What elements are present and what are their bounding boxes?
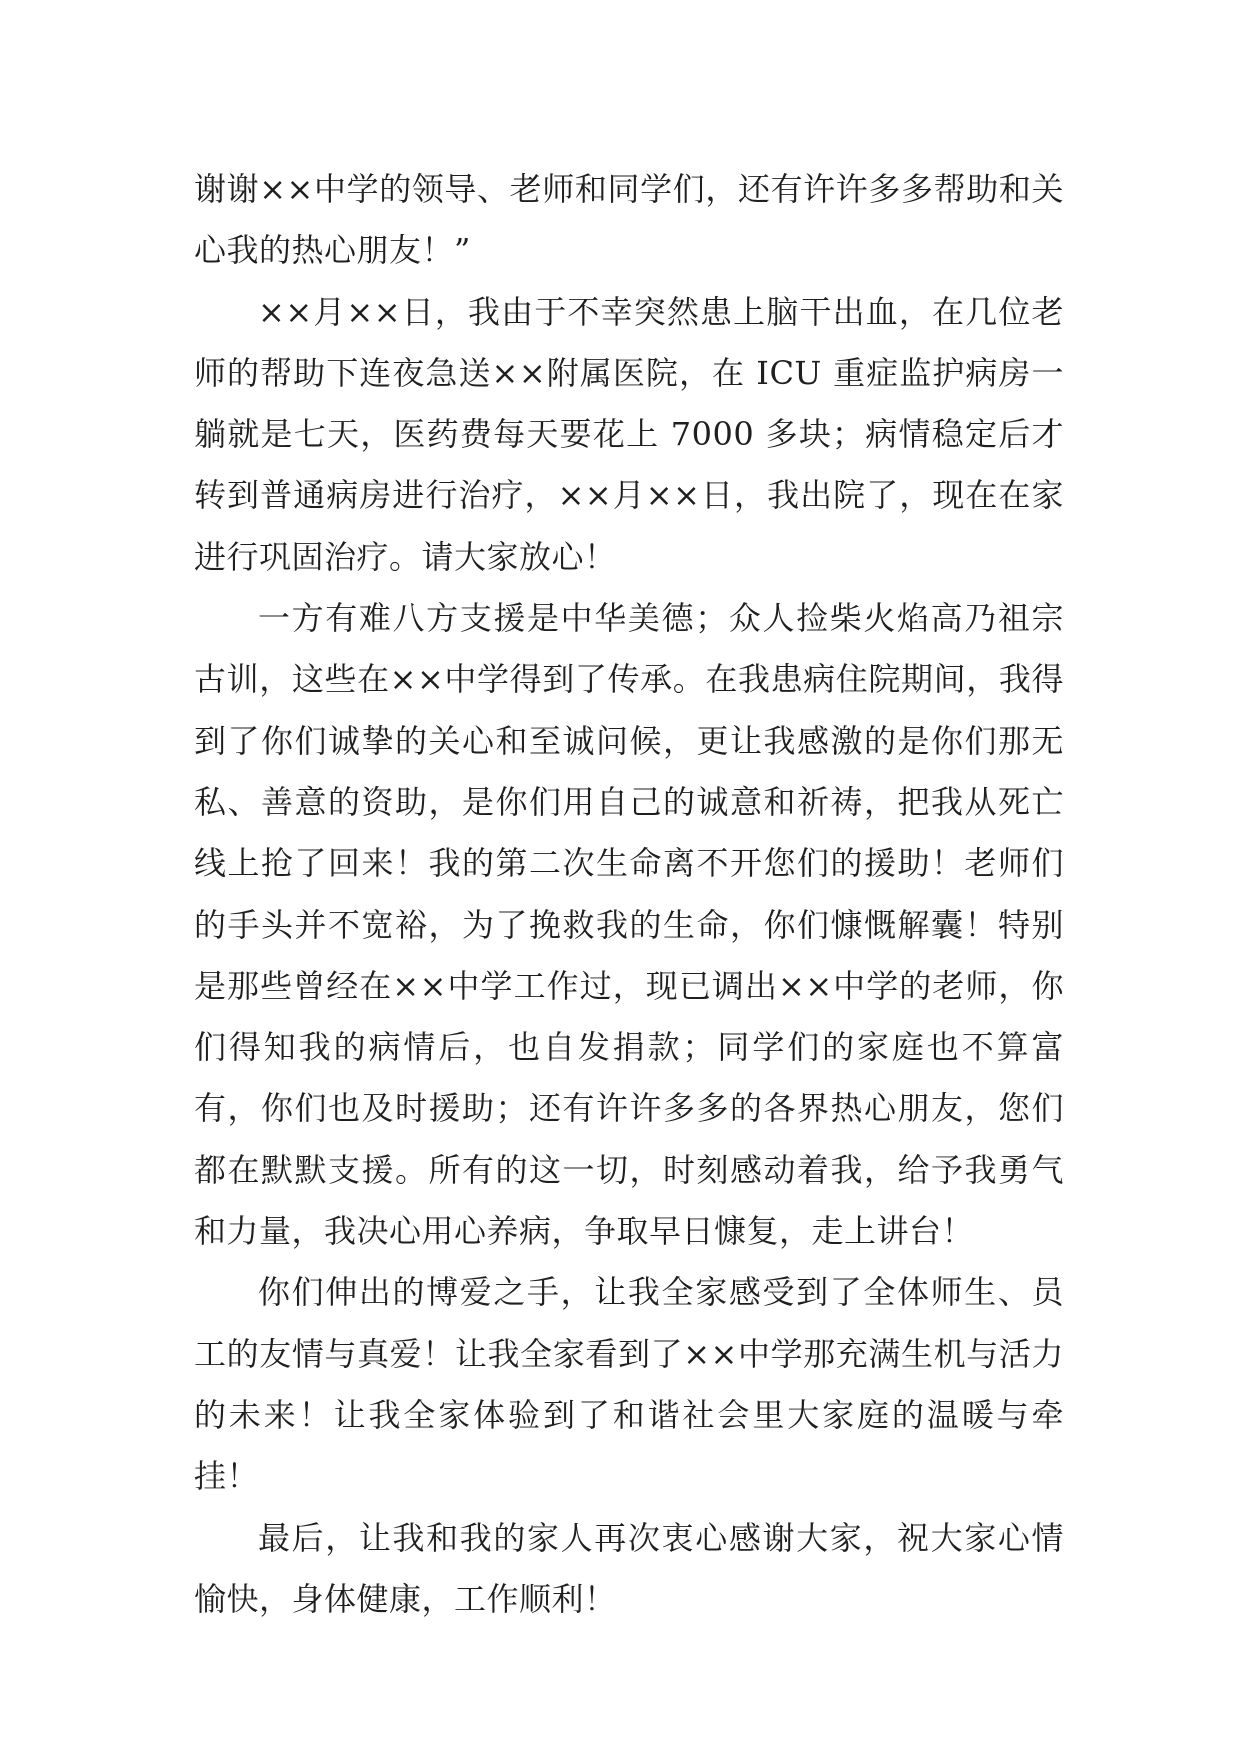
- paragraph-illness-account: ××月××日，我由于不幸突然患上脑干出血，在几位老师的帮助下连夜急送××附属医院，在 ICU 重症监护病房一躺就是七天，医药费每天要花上 7000 多块；病情稳定后才转到普通病房进行治疗，××月××日，我出院了，现在在家进行巩固治疗。请大家放心！: [194, 292, 1064, 576]
- paragraph-final-wishes: 最后，让我和我的家人再次衷心感谢大家，祝大家心情愉快，身体健康，工作顺利！: [194, 1518, 1064, 1618]
- letter-body: [194, 159, 1064, 1630]
- paragraph-family-feelings: 你们伸出的博爱之手，让我全家感受到了全体师生、员工的友情与真爱！让我全家看到了××中学那充满生机与活力的未来！让我全家体验到了和谐社会里大家庭的温暖与牵挂！: [194, 1273, 1064, 1496]
- paragraph-gratitude-support: 一方有难八方支援是中华美德；众人捡柴火焰高乃祖宗古训，这些在××中学得到了传承。在我患病住院期间，我得到了你们诚挚的关心和至诚问候，更让我感激的是你们那无私、善意的资助，是你们用自己的诚意和祈祷，把我从死亡线上抢了回来！我的第二次生命离不开您们的援助！老师们的手头并不宽裕，为了挽救我的生命，你们慷慨解囊！特别是那些曾经在××中学工作过，现已调出××中学的老师，你们得知我的病情后，也自发捐款；同学们的家庭也不算富有，你们也及时援助；还有许许多多的各界热心朋友，您们都在默默支援。所有的这一切，时刻感动着我，给予我勇气和力量，我决心用心养病，争取早日慷复，走上讲台！: [194, 599, 1064, 1251]
- paragraph-closing-thanks: 谢谢××中学的领导、老师和同学们，还有许许多多帮助和关心我的热心朋友！”: [194, 170, 1064, 270]
